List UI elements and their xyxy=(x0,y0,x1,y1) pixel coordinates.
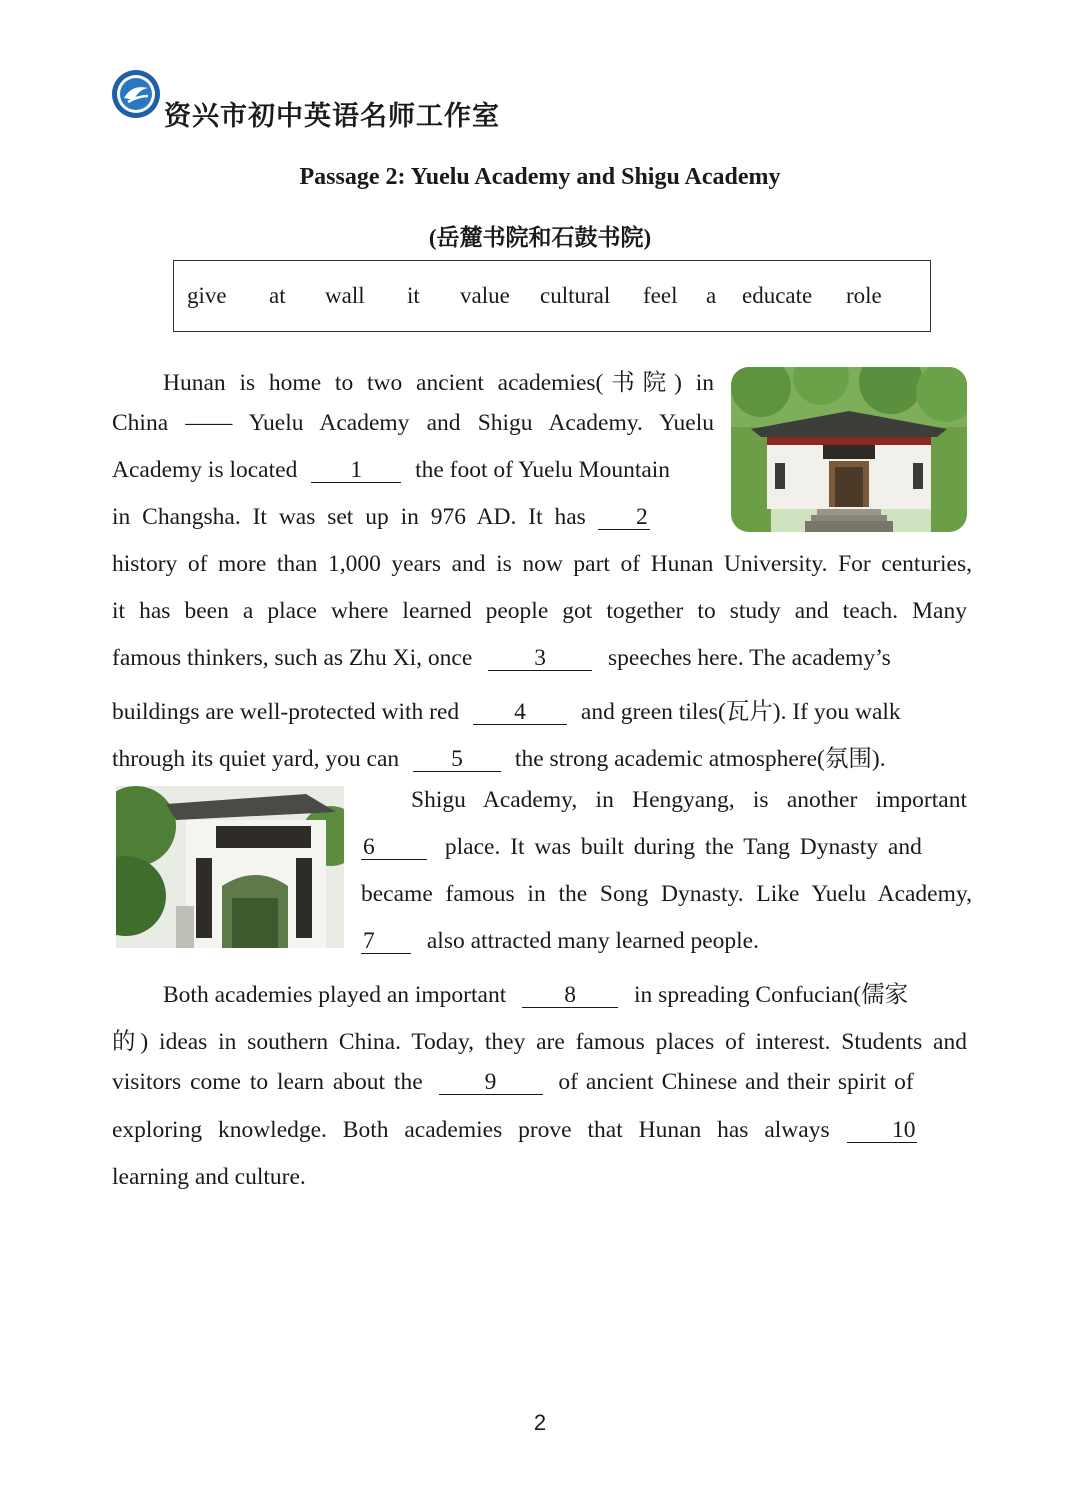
page-number: 2 xyxy=(533,1410,547,1435)
passage-line: Both academies played an important 8 in spreading Confucian(儒家 xyxy=(163,982,909,1008)
word-bank-item: role xyxy=(846,283,882,308)
passage-title: Passage 2: Yuelu Academy and Shigu Academy xyxy=(299,164,781,190)
shigu-academy-photo xyxy=(116,786,344,948)
word-bank xyxy=(173,260,931,332)
passage-line: history of more than 1,000 years and is now part of Hunan University. For centuries, xyxy=(112,551,972,577)
passage-subtitle: (岳麓书院和石鼓书院) xyxy=(428,225,652,250)
passage-line: Hunan is home to two ancient academies(书院) in xyxy=(163,370,714,396)
word-bank-item: wall xyxy=(325,283,365,308)
passage-line: in Changsha. It was set up in 976 AD. It has 2 xyxy=(112,504,648,530)
word-bank-item: value xyxy=(460,283,510,308)
word-bank-item: a xyxy=(706,283,717,308)
studio-logo-icon xyxy=(110,68,162,120)
passage-line: visitors come to learn about the 9 of ancient Chinese and their spirit of xyxy=(112,1069,914,1095)
word-bank-item: feel xyxy=(643,283,678,308)
passage-line: Shigu Academy, in Hengyang, is another important xyxy=(411,787,967,813)
blank-1: 1 xyxy=(311,458,401,483)
blank-7: 7 xyxy=(361,929,411,954)
blank-3: 3 xyxy=(488,646,592,671)
passage-line: famous thinkers, such as Zhu Xi, once 3 speeches here. The academy’s xyxy=(112,645,891,671)
yuelu-academy-photo xyxy=(731,367,967,532)
blank-6: 6 xyxy=(361,835,427,860)
blank-10: 10 xyxy=(847,1118,917,1143)
word-bank-item: give xyxy=(187,283,227,308)
word-bank-item: it xyxy=(407,283,420,308)
blank-2: 2 xyxy=(598,505,650,530)
word-bank-item: at xyxy=(269,283,286,308)
org-name: 资兴市初中英语名师工作室 xyxy=(164,101,500,132)
passage-line: exploring knowledge. Both academies prove that Hunan has always 10 xyxy=(112,1117,916,1143)
passage-line: 7 also attracted many learned people. xyxy=(363,928,759,954)
passage-line: became famous in the Song Dynasty. Like Yuelu Academy, xyxy=(361,881,972,907)
blank-5: 5 xyxy=(413,747,501,772)
passage-line: through its quiet yard, you can 5 the strong academic atmosphere(氛围). xyxy=(112,746,886,772)
blank-4: 4 xyxy=(473,700,567,725)
passage-line: China —— Yuelu Academy and Shigu Academy. Yuelu xyxy=(112,410,714,436)
passage-line: Academy is located 1 the foot of Yuelu Mountain xyxy=(112,457,671,483)
blank-8: 8 xyxy=(522,983,618,1008)
word-bank-item: cultural xyxy=(540,283,611,308)
passage-line: 6 place. It was built during the Tang Dynasty and xyxy=(363,834,922,860)
passage-line: buildings are well-protected with red 4 and green tiles(瓦片). If you walk xyxy=(112,699,901,725)
passage-line: learning and culture. xyxy=(112,1164,306,1190)
passage-line: it has been a place where learned people got together to study and teach. Many xyxy=(112,598,967,624)
word-bank-item: educate xyxy=(742,283,813,308)
blank-9: 9 xyxy=(439,1070,543,1095)
passage-line: 的) ideas in southern China. Today, they are famous places of interest. Students and xyxy=(112,1029,967,1055)
